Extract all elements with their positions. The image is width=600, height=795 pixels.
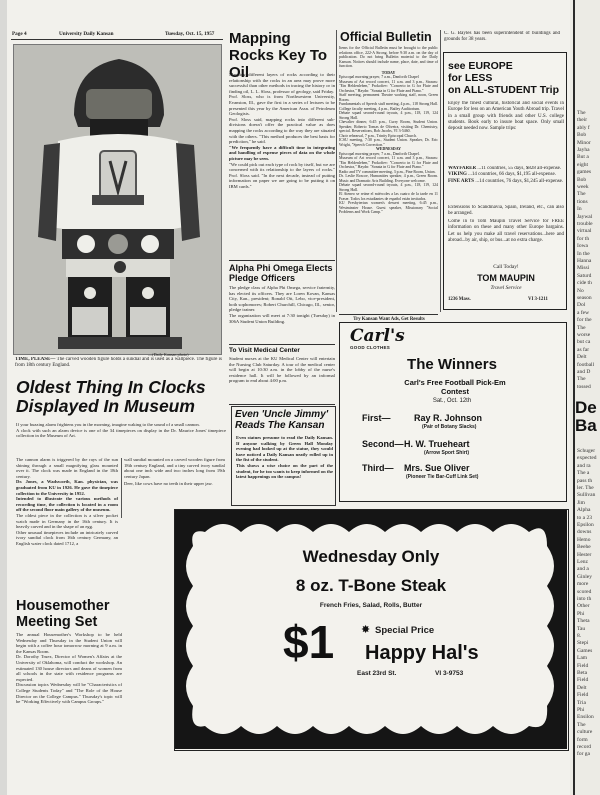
edge-word: Saturd xyxy=(577,272,592,279)
caption-text: The carved wooden figure holds a sundial and is used as a wallpiece. The figure is from 18th century England. xyxy=(15,357,222,369)
edge-word: Jaywal xyxy=(577,213,593,220)
rocks-p1: Mapping different layers of rocks according to their relationship with the rocks in an area may prove more successful than other methods in tracing the history or in finding oil, L. L. Sloss, professor of geology, said Friday. xyxy=(229,72,335,94)
edge-word: and ra xyxy=(577,462,591,469)
bulletin-today-5: College faculty meeting, 4 p.m., Bailey Auditorium. xyxy=(339,106,421,111)
europe-call-text: Come in to Tom Maupin Travel Service for FREE information on these and many other Europe bargains. Let us help you make all travel reservations...here and abroad...by air, ship, or bus...at no extra charge. xyxy=(448,219,564,243)
edge-word: In the xyxy=(577,250,590,257)
edge-word: Iowa xyxy=(577,243,588,250)
housemother-p3: Discussion topics Wednesday will be "Characteristics of College Students Today" and "The Role of the House Director on the College Campus." Thursday's topic will be "Working Effectively with Campus Groups." xyxy=(16,682,122,705)
clocks-lead xyxy=(16,422,226,454)
bulletin-wed-4: Dr. Leslie Roscoe, Humanities speaker, 4 p.m., Green Room. Music and Dramatic Arts Building. Everyone welcome. xyxy=(339,174,438,183)
bulletin-today-3: Staff meeting, permanent Theatre working staff, noon, Green Room. xyxy=(339,93,438,102)
edge-word: into th xyxy=(577,596,592,602)
rocks-p5: "We could pick out each type of rock by itself, but we are concerned with its relationship to the layers of rocks." Prof. Sloss said. "In the next decade, instead of putting information on paper we are going to be putting it on IBM cards." xyxy=(229,161,335,189)
photo-credit: —(Daily Kansan photo) xyxy=(148,352,189,357)
trip-viking: VIKING ...14 countries, 66 days, $1,195 all-expense. xyxy=(448,172,556,178)
rocks-p3: Prof. Sloss said, mapping rocks into different sub-divisions doesn't offer the practical value as does mapping the rocks according to the way they are situated with the others. "This method produces the best basis for prediction," he said. xyxy=(229,116,335,145)
edge-word: more xyxy=(577,581,589,588)
europe-service: Travel Service xyxy=(490,285,522,291)
edge-word: Phi xyxy=(577,610,585,617)
europe-call-today: Call Today! xyxy=(493,264,519,270)
europe-title-1: see EUROPE xyxy=(448,60,513,72)
europe-ad xyxy=(443,52,567,310)
edge-word: Bob xyxy=(577,176,587,183)
carls-subtitle: Carl's Free Football Pick-Em Contest xyxy=(404,378,506,396)
medical-headline: To Visit Medical Center xyxy=(229,347,300,354)
bulletin-today-1: Episcopal morning prayer, 7 a.m., Danforth Chapel xyxy=(339,75,419,79)
edge-word: Beta xyxy=(577,670,588,676)
trip-wayfarer: WAYFARER ...11 countries, 55 days, $828 all-expense. xyxy=(448,166,562,171)
edge-word: virtual xyxy=(577,228,592,235)
clocks-p7: Other unusual timepieces include an intricately carved ivory sundial clock from 16th century Germany, an English water clock dated 1712, a xyxy=(16,529,118,546)
bulletin-wed-5: Debate squad second-round tryouts, 4 p.m., 118, 119, 124 Strong Hall. xyxy=(339,183,438,192)
jimmy-box xyxy=(231,406,336,506)
carls-logo-text: Carl's xyxy=(350,326,405,346)
edge-word: No xyxy=(577,287,584,294)
bulletin-today-label: TODAY xyxy=(381,70,396,75)
edge-word: expected xyxy=(577,455,597,462)
issue-date: Tuesday, Oct. 15, 1957 xyxy=(165,31,215,37)
edge-word: The xyxy=(577,721,586,728)
edge-word: The xyxy=(577,191,586,198)
edge-word: Ensilon xyxy=(577,714,594,721)
jimmy-p2: This shows a wise choice on the part of the student, for he too wants to keep informed on the latest happenings on the campus! xyxy=(236,462,333,480)
europe-extras: Extensions to Scandinavia, Spain, Ireland, etc., can also be arranged. xyxy=(448,205,564,217)
bulletin-right-rule xyxy=(440,30,441,312)
rocks-rule xyxy=(229,260,335,261)
clocks-p9: Deer, like cows have no teeth in their upper jaw. xyxy=(124,481,213,487)
photo-caption xyxy=(15,357,222,375)
edge-word: but ca xyxy=(577,339,591,346)
clocks-col-rule xyxy=(121,458,122,518)
winner-1-name: Ray R. Johnson xyxy=(414,413,483,423)
bulletin-wed-label: WEDNESDAY xyxy=(376,147,401,151)
steak-restaurant: Happy Hal's xyxy=(365,642,479,664)
edge-word: a few xyxy=(577,309,590,316)
edge-word: Jayha xyxy=(577,147,590,153)
page-number: Page 4 xyxy=(12,31,27,37)
edge-word: Alpha xyxy=(577,507,591,514)
edge-word: Tria xyxy=(577,699,586,706)
edge-word: Delt xyxy=(577,684,587,691)
edge-word: Games xyxy=(577,647,593,654)
edge-word: their xyxy=(577,117,588,124)
clocks-p3: The cannon alarm is triggered by the rays of the sun shining through a small magnifying glass mounted over it. The clock was made in England in the 18th century. xyxy=(16,457,118,479)
bulletin-today-8: Choir rehearsal, 7 p.m., Trinity Episcopal Church. xyxy=(339,133,417,138)
edge-word: for th xyxy=(577,235,590,242)
edge-word: Lam xyxy=(577,655,588,662)
bulletin-bottom-rule xyxy=(339,314,438,315)
edge-word: Hester xyxy=(577,551,592,558)
edge-word: Field xyxy=(577,692,589,699)
edge-word: Beehe xyxy=(577,544,591,551)
housemother-body xyxy=(16,632,122,762)
edge-word: tions xyxy=(577,198,588,205)
bulletin-intro: Items for the Official Bulletin must be brought to the public relations office, 222-A Strong, before 9:30 a.m. on the day of publication. Do not bring Bulletin material to the Daily Kansan. Notices should include name, place, date, and time of function. xyxy=(339,46,438,68)
scalloped-border-icon xyxy=(175,510,567,749)
edge-word: Ginley xyxy=(577,573,592,580)
edge-word: The xyxy=(577,110,586,116)
edge-word: for the xyxy=(577,317,592,324)
edge-word: and a xyxy=(577,566,589,573)
edge-word: Lenz xyxy=(577,559,588,565)
winner-3-prize: (Pioneer Tie Bar-Cuff Link Set) xyxy=(406,474,479,480)
bulletin-wed-1: Episcopal morning prayer, 7 a.m., Danforth Chapel. xyxy=(339,151,420,156)
edge-word: and D xyxy=(577,369,591,375)
winner-1-place: First— xyxy=(362,413,391,423)
edge-word: Field xyxy=(577,662,589,669)
edge-word: eight xyxy=(577,161,588,168)
edge-word: Schuger xyxy=(577,448,596,454)
bulletin-wed-3: Radio and TV committee meeting, 3 p.m., Pine Room, Union. xyxy=(339,169,436,174)
steak-day: Wednesday Only xyxy=(302,547,440,566)
bulletin-wed-6: El Ateneo se reúne el miércoles a las cuatro de la tarde en 11 Fraser. Todos los estudiantes de español están invitados. xyxy=(339,192,438,201)
edge-word: for ga xyxy=(577,751,590,758)
apo-headline: Alpha Phi Omega Elects Pledge Officers xyxy=(229,263,333,283)
clocks-headline: Oldest Thing In Clocks Displayed In Museum xyxy=(16,377,206,416)
edge-word: football xyxy=(577,361,595,368)
medical-rule xyxy=(229,404,335,405)
edge-word: Epsilon xyxy=(577,522,594,528)
edge-word: 8. xyxy=(577,633,582,639)
carls-date: Sat., Oct. 12th xyxy=(432,398,472,404)
edge-word: Bob xyxy=(577,132,587,139)
edge-word: downs xyxy=(577,529,592,536)
edge-word: to a 23 xyxy=(577,514,592,521)
clocks-col-1 xyxy=(16,457,118,595)
steak-address: East 23rd St. xyxy=(357,670,397,677)
edge-headline-1: De xyxy=(575,398,597,417)
bulletin-headline: Official Bulletin xyxy=(340,30,432,44)
edge-word: trouble xyxy=(577,221,593,227)
photo-wooden-figure xyxy=(13,44,222,355)
bulletin-wed-7: KU Presbyterian women's dessert meeting, 6:45 p.m., Westminster House. Guest speaker, Missionary "Social Problems and Work Camp." xyxy=(339,201,438,214)
winner-3-name: Mrs. Sue Oliver xyxy=(404,463,470,473)
edge-word: Minor xyxy=(577,139,591,146)
edge-word: culture xyxy=(577,729,593,736)
edge-word: Stepi xyxy=(577,640,589,647)
bulletin-body xyxy=(339,46,438,312)
edge-word: But a xyxy=(577,154,589,161)
edge-word: In xyxy=(577,206,582,213)
winner-2-place: Second— xyxy=(362,439,404,449)
edge-word: week xyxy=(577,184,589,190)
edge-word: Dol xyxy=(577,302,586,309)
winner-2-prize: (Arrow Sport Shirt) xyxy=(424,450,469,456)
carls-ad xyxy=(339,322,567,502)
edge-word: cide th xyxy=(577,280,592,287)
edge-word: ably f xyxy=(577,124,590,131)
carls-logo xyxy=(350,327,410,357)
europe-address: 1236 Mass. xyxy=(448,297,471,302)
edge-headline-2: Ba xyxy=(575,416,597,435)
europe-agent-name: TOM MAUPIN xyxy=(477,273,535,283)
bulletin-today-4: Fundamentals of Speech staff meeting, 4 p.m., 118 Strong Hall. xyxy=(339,102,438,106)
want-ads-line: Try Kansan Want Ads, Get Results xyxy=(353,317,425,322)
edge-word: worse xyxy=(577,332,591,338)
clocks-p8: wall sundial mounted on a carved wooden figure from 18th century England, and a tiny carved ivory sundial about one inch wide and two inches long from 19th century Japan. xyxy=(124,457,225,479)
wooden-figure-image xyxy=(14,45,222,355)
winner-1-prize: (Pair of Botany Slacks) xyxy=(422,424,477,430)
edge-word: form xyxy=(577,736,588,743)
rocks-body xyxy=(229,72,335,258)
newspaper-page xyxy=(7,0,570,795)
edge-word: Field xyxy=(577,677,589,684)
europe-title-2: for LESS xyxy=(448,72,493,84)
winner-2-name: H. W. Trueheart xyxy=(404,439,470,449)
edge-word: season xyxy=(577,295,592,301)
edge-word: The a xyxy=(577,470,590,477)
clocks-p2: A clock with such an alarm device is one of the 34 timepieces on display in the Dr. Maurice Jones' timepiece collection in the Museum of Art. xyxy=(16,427,226,439)
steak-price-note: Special Price xyxy=(375,625,435,636)
housemother-headline: Housemother Meeting Set xyxy=(16,598,110,630)
europe-trips xyxy=(448,166,564,206)
jimmy-p1: Even statues presume to read the Daily Kansan. If anyone walking by Green Hall Monday evening had looked up at the statue, they would have noticed a Daily Kansan neatly rolled up in the fist of the student. xyxy=(236,435,333,463)
carls-title: The Winners xyxy=(407,356,497,373)
bulletin-today-6: Debate squad second-round tryouts, 4 p.m., 118, 119, 124 Strong Hall. xyxy=(339,111,438,120)
edge-word: Missi xyxy=(577,265,590,272)
winner-3-place: Third— xyxy=(362,463,394,473)
rocks-p4: "We frequently have a difficult time in integrating and handling of expense pieces of data on the whole picture may be seen. xyxy=(229,144,335,161)
edge-word: Hemo xyxy=(577,536,591,543)
rocks-p2: Prof. Sloss, who is from Northwestern University, Evanston, Ill., gave the first in a series of lectures to be presented this year by the American Assn. of Petroleum Geologists. xyxy=(229,94,335,117)
edge-word: Other xyxy=(577,603,590,610)
bulletin-wed-2: Museum of Art record concert, 11 a.m. and 3 p.m., Strauss: "Ein Heldenleben," Prokofiev: "Concerto in G for Flute and Orchestra," Haydn: "Sonata in G for Flute and Piano." xyxy=(339,156,438,169)
trip-fine-arts: FINE ARTS ...14 countries, 76 days, $1,245 all-expense. xyxy=(448,178,564,184)
carls-logo-sub: GOOD CLOTHES xyxy=(350,345,391,350)
edge-word: games xyxy=(577,169,592,176)
bulletin-today-7: Chevalier dinner, 6:45 p.m., Curry Room, Student Union. Speaker, Roberto Tomas de Oliveira, visiting Dr. Chemistry, special. Reservations, Bob Jacobs, VI 3-5460. xyxy=(339,120,438,133)
clocks-col-2 xyxy=(124,457,225,505)
masthead-rule xyxy=(11,39,223,40)
edge-word: as far xyxy=(577,346,590,353)
clocks-p6: The oldest piece in the collection is a silver pocket watch made in Germany in the 16th century. It is heavily carved and in the shape of an egg. xyxy=(16,512,118,530)
europe-phone: VI 3-1211 xyxy=(528,297,548,302)
bulletin-today-2: Museum of Art record concert, 11 a.m. and 3 p.m., Strauss: "Ein Heldenleben," Prokofiev: "Concerto in G for Flute and Orchestra," Haydn: "Sonata in G for Flute and Piano." xyxy=(339,79,438,93)
europe-title-3: on ALL-STUDENT Trip xyxy=(448,84,560,96)
edge-word: Tau xyxy=(577,625,586,632)
clocks-p1: If your buzzing alarm frightens you in the morning, imagine waking to the sound of a small cannon. xyxy=(16,422,200,427)
edge-word: Phi xyxy=(577,707,585,713)
edge-word: scored xyxy=(577,588,592,595)
apo-body xyxy=(229,285,335,343)
apo-p1: The pledge class of Alpha Phi Omega, service fraternity, has elected its officers. They are Loren Kovan, Kansas City, Kan., president; Ronald Ott, Lebo, vice-president, both sophomores; Robert Churchill, Chicago, Ill., senior, pledge trainer. xyxy=(229,285,335,313)
edge-word: Sullivan xyxy=(577,492,596,499)
rocks-headline: Mapping Rocks Key To Oil xyxy=(229,30,328,81)
clocks-p4: Dr. Jones, a Wadsworth, Kan. physician, was graduated from KU in 1926. He gave the timepiece collection to the University in 1952. xyxy=(16,479,118,496)
jimmy-body xyxy=(236,435,333,505)
steak-sides: French Fries, Salad, Rolls, Butter xyxy=(319,602,423,609)
steak-phone: VI 3-9753 xyxy=(435,670,464,677)
clocks-p5: Intended to illustrate the various methods of recording time, the collection is located in a room off the second floor main gallery of the museum. xyxy=(16,496,118,513)
steak-item: 8 oz. T-Bone Steak xyxy=(295,576,447,595)
edge-word: The xyxy=(577,324,586,331)
bulletin-left-rule xyxy=(336,30,337,312)
edge-word: pass th xyxy=(577,477,593,484)
edge-word: record xyxy=(577,744,592,750)
apo-p2: The organization will meet at 7:30 tonight (Tuesday) in 306A Student Union Building. xyxy=(229,312,335,324)
steak-price: $1 xyxy=(283,616,335,668)
bulletin-today-9: ICSU meeting, 7:30 p.m., Student Union. Speaker, Dr. Eric Wright, "Speech Correction." xyxy=(339,138,438,147)
edge-word: ler. The xyxy=(577,485,594,491)
caption-lead: TIME, PLEASE— xyxy=(15,357,56,362)
housemother-p2: Dr. Dorothy Truex, Director of Women's Affairs at the University of Oklahoma, will conduct the workshop. An estimated 130 house directors and deans of women from all schools in the state with residence programs are expected. xyxy=(16,654,122,682)
edge-word: The xyxy=(577,376,586,383)
edge-word: Hanna xyxy=(577,258,592,264)
medical-body: Student nurses at the KU Medical Center will entertain the Nursing Club Saturday. A tour of the medical center will begin at 10:30 a.m. in the lobby of the nurse's residence hall. It will be followed by an informal program to end about 4:00 p.m. xyxy=(229,356,335,384)
steak-ad xyxy=(174,509,569,751)
edge-word: Theta xyxy=(577,618,590,625)
europe-body: Enjoy the finest cultural, historical and social events in Europe for less on an American Youth Abroad trip. Travel in a small group with friends and other U.S. college students. Book early to insure boat space. Only small deposit needed now. Sample trips: xyxy=(448,101,564,132)
adjacent-page-edge xyxy=(570,0,600,795)
edge-word: tossed xyxy=(577,383,591,390)
paper-name: University Daily Kansan xyxy=(59,31,114,37)
apo-rule xyxy=(229,344,335,345)
buildings-note: C. G. Bayles has been superintendent of buildings and grounds for 38 years. xyxy=(444,31,560,42)
edge-word: Delt xyxy=(577,354,587,361)
edge-word: Jim xyxy=(577,499,585,506)
jimmy-headline: Even 'Uncle Jimmy' Reads The Kansan xyxy=(235,409,329,431)
housemother-p1: The annual Housemother's Workshop to be held Wednesday and Thursday in the Student Union will begin with a coffee hour tomorrow morning at 9 a.m. in the Kansas Room. xyxy=(16,632,122,654)
star-icon: ✸ xyxy=(361,623,371,636)
